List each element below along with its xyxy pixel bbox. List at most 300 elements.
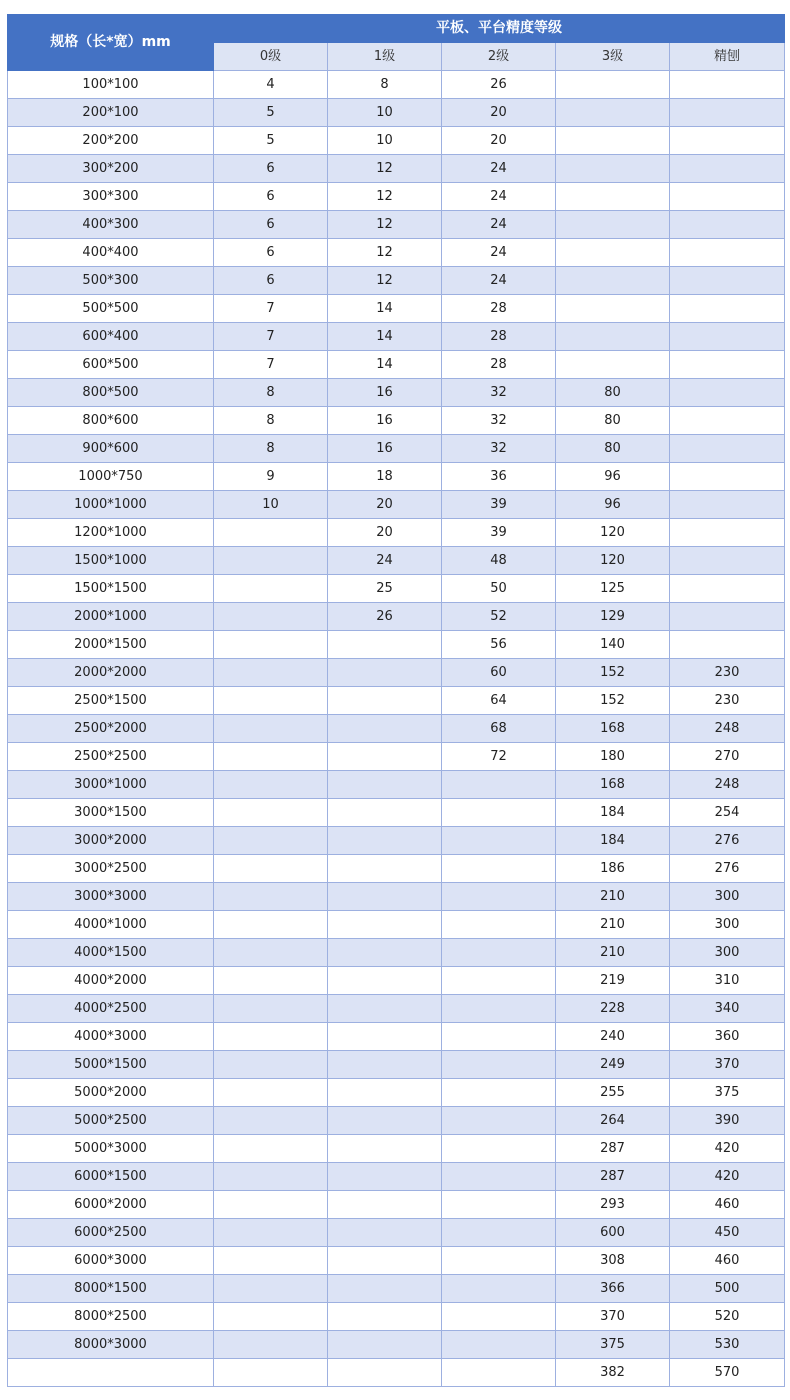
- grade-value-cell: 4: [214, 71, 328, 99]
- grade-value-cell: 228: [556, 995, 670, 1023]
- grade-value-cell: [670, 435, 785, 463]
- grade-value-cell: 96: [556, 463, 670, 491]
- grade-value-cell: 375: [670, 1079, 785, 1107]
- spec-cell: 4000*1500: [8, 939, 214, 967]
- grade-value-cell: [214, 603, 328, 631]
- grade-value-cell: 14: [328, 295, 442, 323]
- spec-cell: 6000*1500: [8, 1163, 214, 1191]
- spec-cell: 600*400: [8, 323, 214, 351]
- table-row: [8, 491, 785, 519]
- grade-value-cell: [328, 1051, 442, 1079]
- grade-value-cell: [670, 99, 785, 127]
- table-row: [8, 351, 785, 379]
- grade-value-cell: [442, 1303, 556, 1331]
- grade-value-cell: [328, 855, 442, 883]
- grade-value-cell: [328, 1275, 442, 1303]
- spec-cell: 400*300: [8, 211, 214, 239]
- grade-value-cell: [442, 1051, 556, 1079]
- grade-value-cell: [214, 1135, 328, 1163]
- grade-value-cell: 370: [556, 1303, 670, 1331]
- grade-value-cell: [556, 99, 670, 127]
- grade-value-cell: [556, 127, 670, 155]
- grade-value-cell: [442, 911, 556, 939]
- grade-value-cell: 24: [442, 211, 556, 239]
- table-row: [8, 547, 785, 575]
- spec-cell: 8000*2500: [8, 1303, 214, 1331]
- grade-value-cell: 300: [670, 883, 785, 911]
- grade-value-cell: 152: [556, 687, 670, 715]
- grade-value-cell: [214, 631, 328, 659]
- grade-value-cell: 28: [442, 351, 556, 379]
- grade-value-cell: [328, 1079, 442, 1107]
- table-row: [8, 435, 785, 463]
- table-row: [8, 1023, 785, 1051]
- spec-cell: 6000*3000: [8, 1247, 214, 1275]
- grade-value-cell: [328, 939, 442, 967]
- grade-value-cell: [214, 1247, 328, 1275]
- spec-cell: 4000*3000: [8, 1023, 214, 1051]
- grade-value-cell: [214, 743, 328, 771]
- grade-value-cell: 287: [556, 1163, 670, 1191]
- grade-value-cell: [328, 687, 442, 715]
- grade-value-cell: 249: [556, 1051, 670, 1079]
- grade-value-cell: 180: [556, 743, 670, 771]
- grade-header-2: 2级: [442, 43, 556, 71]
- grade-value-cell: [328, 1163, 442, 1191]
- precision-table-container: [7, 14, 784, 1387]
- spec-cell: 1200*1000: [8, 519, 214, 547]
- grade-value-cell: 8: [214, 407, 328, 435]
- table-row: [8, 267, 785, 295]
- grade-value-cell: 370: [670, 1051, 785, 1079]
- grade-value-cell: [670, 127, 785, 155]
- grade-value-cell: [328, 883, 442, 911]
- spec-cell: 4000*1000: [8, 911, 214, 939]
- spec-cell: [8, 1359, 214, 1387]
- grade-value-cell: 254: [670, 799, 785, 827]
- grade-group-header: 平板、平台精度等级: [214, 15, 785, 43]
- grade-value-cell: 120: [556, 519, 670, 547]
- grade-value-cell: 264: [556, 1107, 670, 1135]
- grade-value-cell: [328, 1191, 442, 1219]
- grade-value-cell: 50: [442, 575, 556, 603]
- table-row: [8, 603, 785, 631]
- grade-value-cell: 420: [670, 1163, 785, 1191]
- grade-value-cell: 16: [328, 435, 442, 463]
- grade-value-cell: [328, 1023, 442, 1051]
- grade-value-cell: [214, 1275, 328, 1303]
- grade-value-cell: [328, 715, 442, 743]
- grade-value-cell: [670, 267, 785, 295]
- grade-value-cell: 230: [670, 659, 785, 687]
- grade-value-cell: 24: [442, 267, 556, 295]
- table-row: [8, 631, 785, 659]
- grade-value-cell: 24: [442, 239, 556, 267]
- header-row-top: [8, 15, 785, 43]
- grade-value-cell: [214, 1051, 328, 1079]
- spec-cell: 3000*3000: [8, 883, 214, 911]
- grade-value-cell: [214, 519, 328, 547]
- table-row: [8, 1275, 785, 1303]
- grade-value-cell: 80: [556, 407, 670, 435]
- table-row: [8, 211, 785, 239]
- grade-value-cell: [214, 1163, 328, 1191]
- grade-value-cell: [442, 1331, 556, 1359]
- grade-value-cell: 6: [214, 211, 328, 239]
- spec-cell: 200*100: [8, 99, 214, 127]
- grade-value-cell: [442, 883, 556, 911]
- table-row: [8, 1051, 785, 1079]
- grade-value-cell: [670, 323, 785, 351]
- spec-cell: 100*100: [8, 71, 214, 99]
- grade-value-cell: [670, 631, 785, 659]
- table-row: [8, 771, 785, 799]
- grade-value-cell: [214, 1359, 328, 1387]
- grade-value-cell: [442, 1135, 556, 1163]
- spec-cell: 6000*2500: [8, 1219, 214, 1247]
- grade-value-cell: 39: [442, 491, 556, 519]
- grade-value-cell: 460: [670, 1247, 785, 1275]
- table-row: [8, 379, 785, 407]
- grade-value-cell: 6: [214, 267, 328, 295]
- grade-value-cell: 64: [442, 687, 556, 715]
- grade-value-cell: 36: [442, 463, 556, 491]
- grade-value-cell: [556, 351, 670, 379]
- grade-value-cell: [214, 687, 328, 715]
- grade-value-cell: 24: [442, 183, 556, 211]
- table-body: [8, 71, 785, 1387]
- grade-value-cell: 308: [556, 1247, 670, 1275]
- grade-value-cell: 270: [670, 743, 785, 771]
- grade-value-cell: 6: [214, 155, 328, 183]
- grade-value-cell: 276: [670, 855, 785, 883]
- grade-value-cell: 32: [442, 379, 556, 407]
- grade-value-cell: 520: [670, 1303, 785, 1331]
- table-row: [8, 575, 785, 603]
- grade-value-cell: 375: [556, 1331, 670, 1359]
- grade-value-cell: [328, 1107, 442, 1135]
- grade-value-cell: [670, 491, 785, 519]
- grade-value-cell: [442, 855, 556, 883]
- grade-value-cell: [556, 295, 670, 323]
- grade-value-cell: [670, 211, 785, 239]
- grade-value-cell: 10: [328, 99, 442, 127]
- table-header: [8, 15, 785, 71]
- grade-value-cell: 300: [670, 939, 785, 967]
- grade-header-planed: 精刨: [670, 43, 785, 71]
- grade-value-cell: [670, 295, 785, 323]
- spec-cell: 3000*2500: [8, 855, 214, 883]
- grade-value-cell: 60: [442, 659, 556, 687]
- grade-value-cell: [214, 1107, 328, 1135]
- grade-value-cell: 184: [556, 799, 670, 827]
- grade-value-cell: [214, 799, 328, 827]
- grade-value-cell: 210: [556, 911, 670, 939]
- grade-value-cell: [328, 1219, 442, 1247]
- table-row: [8, 827, 785, 855]
- spec-cell: 500*300: [8, 267, 214, 295]
- grade-value-cell: 14: [328, 323, 442, 351]
- grade-value-cell: 14: [328, 351, 442, 379]
- grade-value-cell: [328, 799, 442, 827]
- grade-value-cell: [328, 1135, 442, 1163]
- table-row: [8, 1359, 785, 1387]
- table-row: [8, 1107, 785, 1135]
- spec-cell: 8000*1500: [8, 1275, 214, 1303]
- grade-value-cell: 16: [328, 379, 442, 407]
- grade-value-cell: 500: [670, 1275, 785, 1303]
- grade-value-cell: 12: [328, 183, 442, 211]
- table-row: [8, 1247, 785, 1275]
- grade-value-cell: [556, 239, 670, 267]
- grade-value-cell: 56: [442, 631, 556, 659]
- grade-value-cell: 450: [670, 1219, 785, 1247]
- grade-value-cell: [442, 799, 556, 827]
- grade-value-cell: [214, 911, 328, 939]
- grade-value-cell: 210: [556, 939, 670, 967]
- grade-value-cell: [556, 267, 670, 295]
- spec-cell: 3000*1000: [8, 771, 214, 799]
- table-row: [8, 1331, 785, 1359]
- grade-value-cell: 10: [214, 491, 328, 519]
- table-row: [8, 799, 785, 827]
- grade-value-cell: 20: [328, 519, 442, 547]
- grade-value-cell: [556, 323, 670, 351]
- grade-value-cell: [556, 155, 670, 183]
- grade-value-cell: 12: [328, 211, 442, 239]
- grade-value-cell: 240: [556, 1023, 670, 1051]
- spec-cell: 2500*2500: [8, 743, 214, 771]
- grade-value-cell: 10: [328, 127, 442, 155]
- grade-value-cell: 28: [442, 295, 556, 323]
- grade-value-cell: [214, 1023, 328, 1051]
- grade-header-3: 3级: [556, 43, 670, 71]
- spec-cell: 1500*1500: [8, 575, 214, 603]
- table-row: [8, 183, 785, 211]
- grade-value-cell: [556, 183, 670, 211]
- grade-value-cell: [670, 155, 785, 183]
- spec-cell: 5000*2000: [8, 1079, 214, 1107]
- grade-value-cell: 7: [214, 323, 328, 351]
- grade-value-cell: 530: [670, 1331, 785, 1359]
- grade-value-cell: 32: [442, 407, 556, 435]
- grade-value-cell: 287: [556, 1135, 670, 1163]
- grade-value-cell: 68: [442, 715, 556, 743]
- grade-value-cell: 360: [670, 1023, 785, 1051]
- table-row: [8, 1303, 785, 1331]
- grade-value-cell: [214, 883, 328, 911]
- grade-value-cell: [670, 547, 785, 575]
- grade-value-cell: 7: [214, 351, 328, 379]
- grade-value-cell: 293: [556, 1191, 670, 1219]
- grade-value-cell: 18: [328, 463, 442, 491]
- table-row: [8, 239, 785, 267]
- grade-value-cell: [214, 659, 328, 687]
- table-row: [8, 1079, 785, 1107]
- grade-value-cell: [670, 519, 785, 547]
- grade-value-cell: 8: [328, 71, 442, 99]
- table-row: [8, 715, 785, 743]
- spec-cell: 4000*2000: [8, 967, 214, 995]
- grade-value-cell: [328, 631, 442, 659]
- grade-value-cell: [670, 71, 785, 99]
- grade-value-cell: [670, 407, 785, 435]
- grade-value-cell: [214, 1079, 328, 1107]
- grade-value-cell: [214, 855, 328, 883]
- grade-value-cell: 25: [328, 575, 442, 603]
- grade-value-cell: 140: [556, 631, 670, 659]
- spec-cell: 5000*3000: [8, 1135, 214, 1163]
- spec-cell: 600*500: [8, 351, 214, 379]
- grade-value-cell: 460: [670, 1191, 785, 1219]
- grade-value-cell: 248: [670, 771, 785, 799]
- table-row: [8, 155, 785, 183]
- grade-value-cell: 12: [328, 239, 442, 267]
- grade-value-cell: [214, 995, 328, 1023]
- spec-cell: 6000*2000: [8, 1191, 214, 1219]
- grade-value-cell: 6: [214, 239, 328, 267]
- spec-cell: 800*500: [8, 379, 214, 407]
- grade-value-cell: 300: [670, 911, 785, 939]
- grade-value-cell: 248: [670, 715, 785, 743]
- grade-value-cell: [214, 715, 328, 743]
- grade-value-cell: 48: [442, 547, 556, 575]
- spec-cell: 1000*1000: [8, 491, 214, 519]
- grade-value-cell: 8: [214, 435, 328, 463]
- grade-value-cell: 24: [442, 155, 556, 183]
- grade-value-cell: [328, 827, 442, 855]
- grade-value-cell: [670, 603, 785, 631]
- grade-value-cell: 125: [556, 575, 670, 603]
- grade-value-cell: 184: [556, 827, 670, 855]
- grade-value-cell: 276: [670, 827, 785, 855]
- grade-value-cell: 32: [442, 435, 556, 463]
- table-row: [8, 519, 785, 547]
- grade-value-cell: [556, 71, 670, 99]
- spec-cell: 200*200: [8, 127, 214, 155]
- grade-value-cell: 80: [556, 379, 670, 407]
- grade-value-cell: [442, 1023, 556, 1051]
- grade-value-cell: [328, 1303, 442, 1331]
- table-row: [8, 939, 785, 967]
- grade-value-cell: [214, 1219, 328, 1247]
- spec-cell: 2000*2000: [8, 659, 214, 687]
- spec-cell: 800*600: [8, 407, 214, 435]
- grade-value-cell: [670, 183, 785, 211]
- spec-cell: 1000*750: [8, 463, 214, 491]
- grade-value-cell: [328, 659, 442, 687]
- table-row: [8, 743, 785, 771]
- grade-value-cell: 230: [670, 687, 785, 715]
- grade-value-cell: 366: [556, 1275, 670, 1303]
- table-row: [8, 407, 785, 435]
- grade-value-cell: [442, 939, 556, 967]
- grade-value-cell: [328, 743, 442, 771]
- table-row: [8, 659, 785, 687]
- grade-value-cell: 16: [328, 407, 442, 435]
- spec-cell: 2000*1000: [8, 603, 214, 631]
- grade-value-cell: [442, 1191, 556, 1219]
- grade-value-cell: 210: [556, 883, 670, 911]
- grade-value-cell: [328, 1331, 442, 1359]
- grade-value-cell: 420: [670, 1135, 785, 1163]
- grade-value-cell: [328, 967, 442, 995]
- grade-value-cell: 5: [214, 99, 328, 127]
- grade-value-cell: [214, 575, 328, 603]
- spec-cell: 2500*1500: [8, 687, 214, 715]
- grade-value-cell: [328, 1247, 442, 1275]
- grade-value-cell: [442, 1079, 556, 1107]
- grade-value-cell: [214, 1191, 328, 1219]
- grade-value-cell: 340: [670, 995, 785, 1023]
- table-row: [8, 463, 785, 491]
- grade-value-cell: [442, 1359, 556, 1387]
- grade-value-cell: [328, 1359, 442, 1387]
- grade-value-cell: 96: [556, 491, 670, 519]
- table-row: [8, 1191, 785, 1219]
- grade-value-cell: 6: [214, 183, 328, 211]
- grade-value-cell: 255: [556, 1079, 670, 1107]
- grade-header-1: 1级: [328, 43, 442, 71]
- grade-value-cell: [442, 827, 556, 855]
- grade-value-cell: 390: [670, 1107, 785, 1135]
- grade-value-cell: 570: [670, 1359, 785, 1387]
- grade-value-cell: [214, 827, 328, 855]
- grade-value-cell: 120: [556, 547, 670, 575]
- grade-value-cell: 20: [442, 127, 556, 155]
- grade-header-0: 0级: [214, 43, 328, 71]
- grade-value-cell: 219: [556, 967, 670, 995]
- grade-value-cell: [670, 379, 785, 407]
- table-row: [8, 323, 785, 351]
- table-row: [8, 1219, 785, 1247]
- grade-value-cell: [442, 967, 556, 995]
- grade-value-cell: [214, 1303, 328, 1331]
- spec-column-header: 规格（长*宽）mm: [8, 15, 214, 71]
- grade-value-cell: [442, 1163, 556, 1191]
- grade-value-cell: [442, 1275, 556, 1303]
- table-row: [8, 99, 785, 127]
- grade-value-cell: 186: [556, 855, 670, 883]
- grade-value-cell: [328, 911, 442, 939]
- spec-cell: 5000*1500: [8, 1051, 214, 1079]
- grade-value-cell: [328, 771, 442, 799]
- grade-value-cell: 382: [556, 1359, 670, 1387]
- grade-value-cell: 28: [442, 323, 556, 351]
- grade-value-cell: 9: [214, 463, 328, 491]
- spec-cell: 3000*2000: [8, 827, 214, 855]
- grade-value-cell: 152: [556, 659, 670, 687]
- grade-value-cell: [670, 351, 785, 379]
- grade-value-cell: [214, 771, 328, 799]
- grade-value-cell: 12: [328, 155, 442, 183]
- spec-cell: 3000*1500: [8, 799, 214, 827]
- table-row: [8, 71, 785, 99]
- grade-value-cell: [442, 1247, 556, 1275]
- grade-value-cell: 20: [442, 99, 556, 127]
- spec-cell: 2000*1500: [8, 631, 214, 659]
- grade-value-cell: [670, 463, 785, 491]
- table-row: [8, 687, 785, 715]
- grade-value-cell: 80: [556, 435, 670, 463]
- spec-cell: 400*400: [8, 239, 214, 267]
- spec-cell: 2500*2000: [8, 715, 214, 743]
- precision-grade-table: [7, 14, 785, 1387]
- grade-value-cell: [442, 771, 556, 799]
- table-row: [8, 127, 785, 155]
- grade-value-cell: 39: [442, 519, 556, 547]
- table-row: [8, 911, 785, 939]
